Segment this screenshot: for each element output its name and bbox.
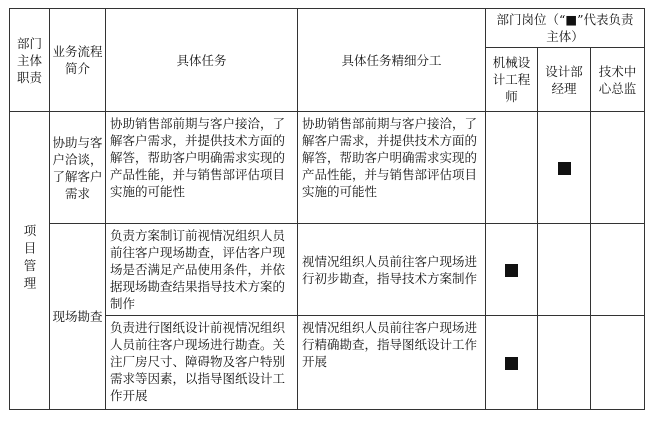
mark-cell	[486, 112, 538, 224]
mark-cell	[591, 224, 645, 316]
header-task: 具体任务	[106, 9, 298, 112]
table-row	[10, 316, 645, 410]
detail-text: 视情况组织人员前往客户现场进行精确勘查，指导图纸设计工作开展	[298, 316, 486, 410]
mark-cell	[591, 316, 645, 410]
process-name: 现场勘查	[50, 224, 106, 410]
header-detail: 具体任务精细分工	[298, 9, 486, 112]
header-position-design-manager: 设计部经理	[538, 48, 591, 112]
responsible-mark	[505, 264, 518, 277]
header-positions-group: 部门岗位（“■”代表负责主体）	[486, 9, 645, 48]
mark-cell	[538, 224, 591, 316]
table-row	[10, 112, 645, 224]
mark-cell	[486, 316, 538, 410]
responsible-mark	[558, 162, 571, 175]
table-row	[10, 224, 645, 316]
header-process: 业务流程简介	[50, 9, 106, 112]
mark-cell	[538, 316, 591, 410]
header-position-tech-director: 技术中心总监	[591, 48, 645, 112]
header-department: 部门主体职责	[10, 9, 50, 112]
responsibility-label: 项目管理	[22, 223, 37, 294]
header-position-mechanical-engineer: 机械设计工程师	[486, 48, 538, 112]
responsibility-cell	[10, 112, 50, 410]
task-text: 负责方案制订前视情况组织人员前往客户现场勘查，评估客户现场是否满足产品使用条件，并依据现场勘查结果指导技术方案的制作	[106, 224, 298, 316]
task-text: 负责进行图纸设计前视情况组织人员前往客户现场进行勘查。关注厂房尺寸、障碍物及客户特别需求等因素，以指导图纸设计工作开展	[106, 316, 298, 410]
detail-text: 视情况组织人员前往客户现场进行初步勘查，指导技术方案制作	[298, 224, 486, 316]
responsible-mark	[505, 357, 518, 370]
mark-cell	[591, 112, 645, 224]
mark-cell	[538, 112, 591, 224]
responsibility-table	[9, 8, 645, 410]
task-text: 协助销售部前期与客户接洽，了解客户需求，并提供技术方面的解答，帮助客户明确需求实现的产品性能，并与销售部评估项目实施的可能性	[106, 112, 298, 224]
detail-text: 协助销售部前期与客户接洽，了解客户需求，并提供技术方面的解答，帮助客户明确需求实现的产品性能，并与销售部评估项目实施的可能性	[298, 112, 486, 224]
mark-cell	[486, 224, 538, 316]
process-name: 协助与客户洽谈，了解客户需求	[50, 112, 106, 224]
